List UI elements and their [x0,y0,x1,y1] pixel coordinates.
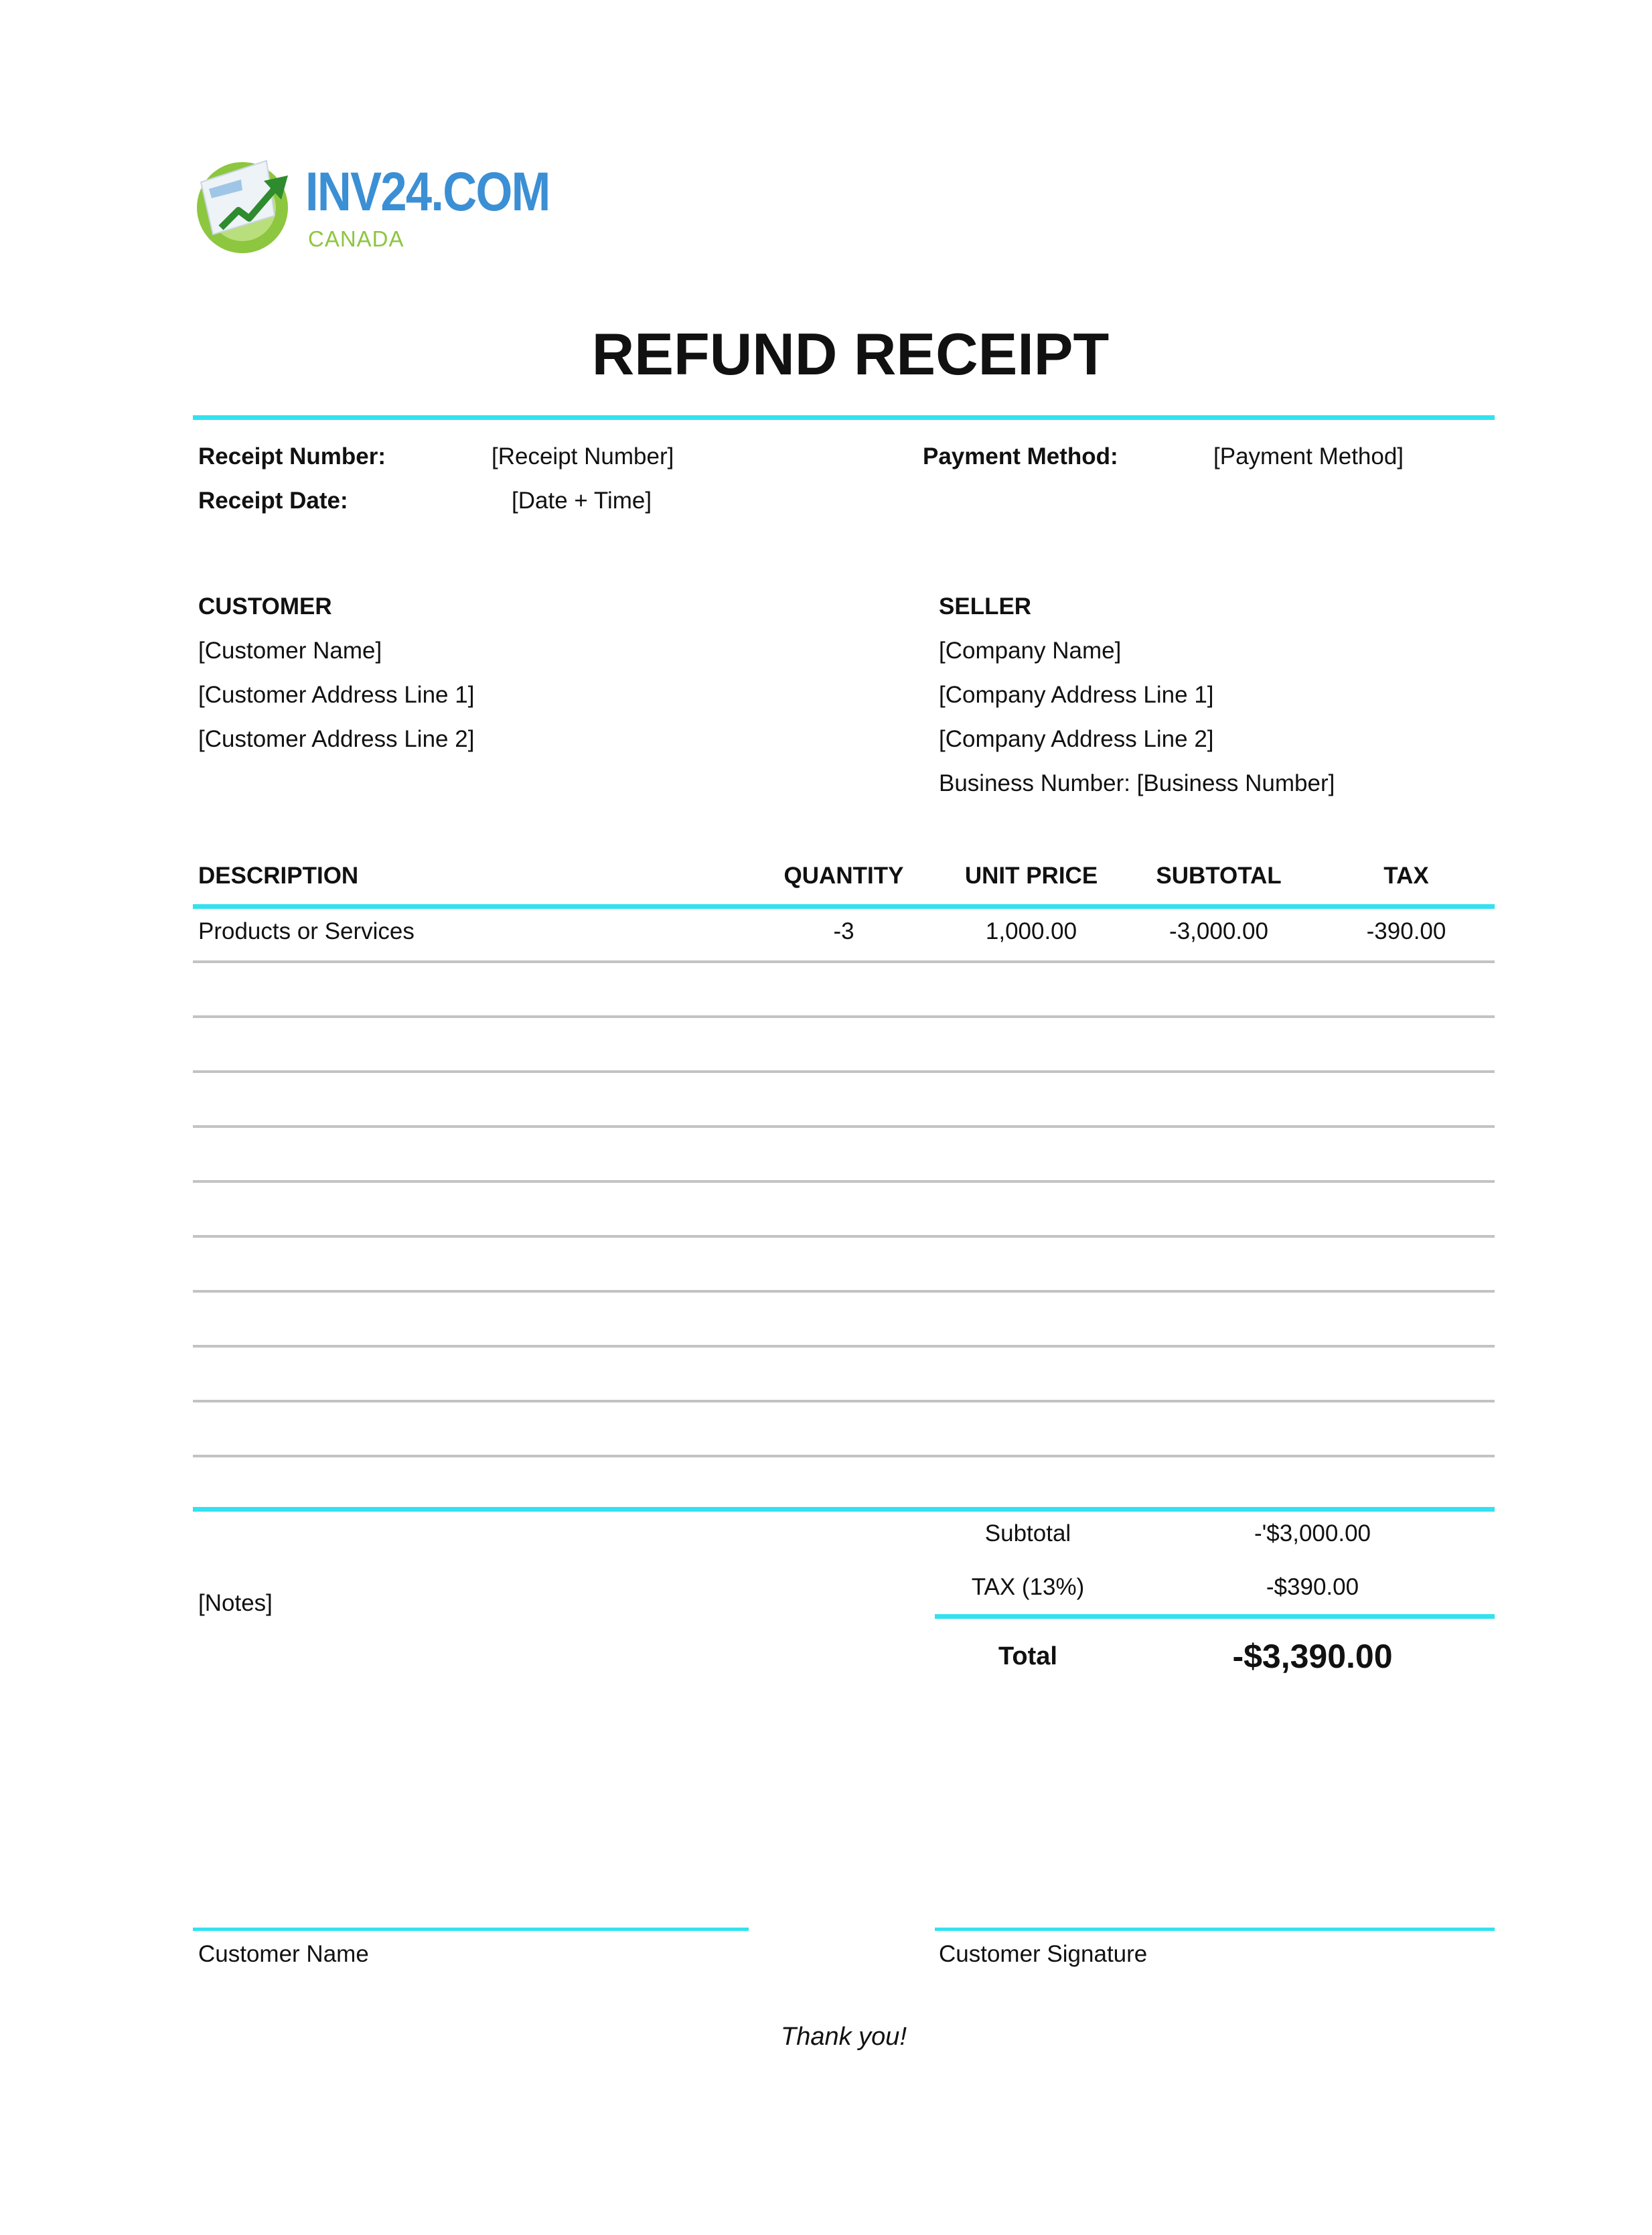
brand-subtitle: CANADA [308,226,404,251]
page-title: REFUND RECEIPT [591,321,1110,387]
payment-method-value: [Payment Method] [1213,443,1404,470]
row-divider [193,1180,1495,1183]
brand-name: INV24.COM [305,161,550,222]
notes: [Notes] [198,1590,273,1616]
customer-name-line [193,1928,749,1931]
col-tax-header: TAX [1383,863,1429,889]
row-divider [193,1235,1495,1238]
col-unit-price-header: UNIT PRICE [964,863,1098,889]
row-subtotal: -3,000.00 [1169,918,1268,944]
col-subtotal-header: SUBTOTAL [1156,863,1282,889]
customer-name: [Customer Name] [198,638,382,664]
subtotal-value: -'$3,000.00 [1254,1520,1371,1546]
customer-heading: CUSTOMER [198,593,332,620]
table-footer-divider [193,1507,1495,1512]
seller-company-name: [Company Name] [939,638,1122,664]
tax-label: TAX (13%) [971,1574,1085,1600]
row-quantity: -3 [833,918,854,944]
customer-signature-label: Customer Signature [939,1941,1148,1967]
row-unit-price: 1,000.00 [985,918,1077,944]
customer-name-label: Customer Name [198,1941,369,1967]
col-quantity-header: QUANTITY [783,863,904,889]
total-value: -$3,390.00 [1232,1638,1393,1675]
row-divider [193,1015,1495,1018]
seller-heading: SELLER [939,593,1032,620]
table-row [193,909,1495,962]
totals-divider [935,1614,1495,1619]
receipt-number-label: Receipt Number: [198,443,386,470]
seller-business-number: Business Number: [Business Number] [939,770,1335,796]
row-divider [193,1070,1495,1073]
total-label: Total [998,1642,1057,1670]
customer-address-1: [Customer Address Line 1] [198,682,475,708]
receipt-date-value: [Date + Time] [512,488,652,514]
thank-you-message: Thank you! [781,2023,907,2051]
row-description: Products or Services [198,918,415,944]
row-divider [193,1455,1495,1457]
row-divider [193,1125,1495,1128]
payment-method-label: Payment Method: [923,443,1118,470]
col-description-header: DESCRIPTION [198,863,359,889]
row-tax: -390.00 [1366,918,1446,944]
receipt-number-value: [Receipt Number] [492,443,674,470]
table-header-divider [193,904,1495,909]
row-divider [193,960,1495,963]
seller-address-1: [Company Address Line 1] [939,682,1214,708]
seller-address-2: [Company Address Line 2] [939,726,1214,752]
subtotal-label: Subtotal [984,1520,1071,1546]
row-divider [193,1400,1495,1402]
title-divider [193,415,1495,420]
row-divider [193,1290,1495,1293]
customer-signature-line [935,1928,1495,1931]
row-divider [193,1345,1495,1348]
customer-address-2: [Customer Address Line 2] [198,726,475,752]
tax-value: -$390.00 [1266,1574,1359,1600]
receipt-date-label: Receipt Date: [198,488,348,514]
